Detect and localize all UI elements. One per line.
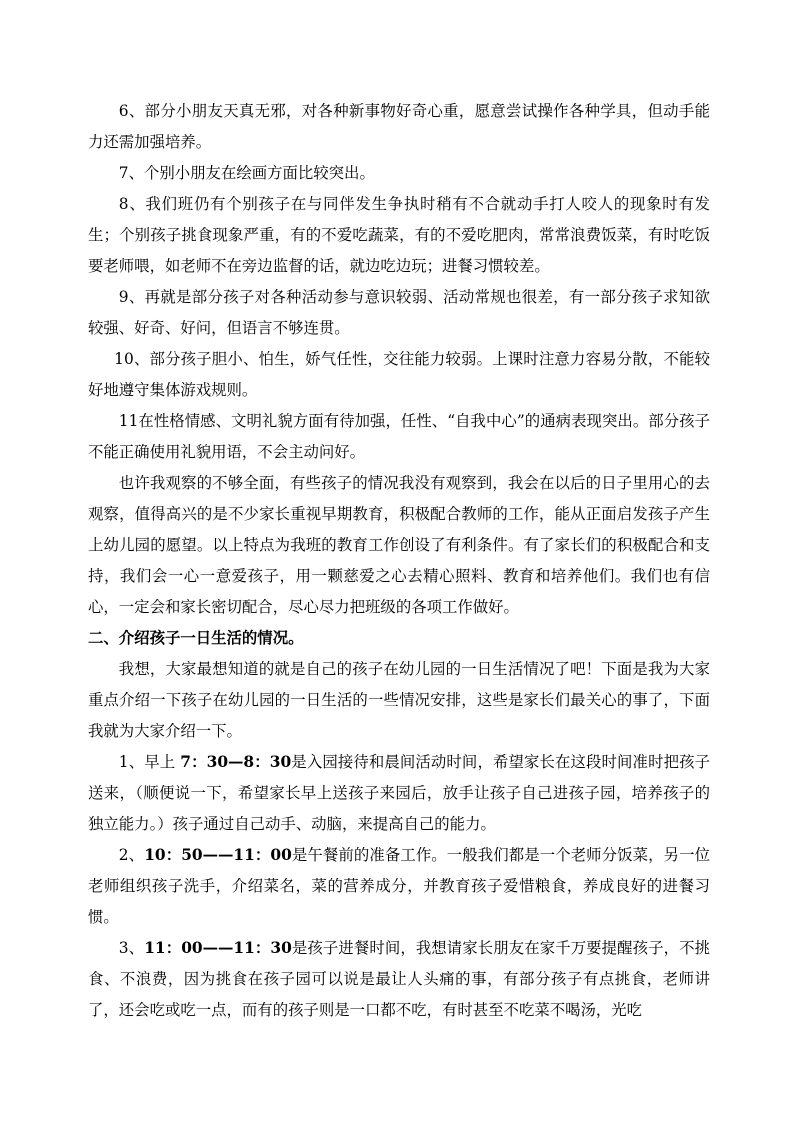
paragraph-observation-summary: 也许我观察的不够全面，有些孩子的情况我没有观察到，我会在以后的日子里用心的去观察，值得高兴的是不少家长重视早期教育，积极配合教师的工作，能从正面启发孩子产生上幼儿园的愿望。以上特点为我班的教育工作创设了有利条件。有了家长们的积极配合和支持，我们会一心一意爱孩子，用一颗慈爱之心去精心照料、教育和培养他们。我们也有信心，一定会和家长密切配合，尽心尽力把班级的各项工作做好。 [88,474,710,616]
schedule-item-1-text: 是入园接待和晨间活动时间，希望家长在这段时间准时把孩子送来，（顺便说一下，希望家长早上送孩子来园后，放手让孩子自己进孩子园，培养孩子的独立能力。）孩子通过自己动手、动脑，来提高自己的能力。 [88,753,710,833]
document-body [88,96,710,1026]
paragraph-schedule-item-1 [88,747,710,840]
paragraph-item-7: 7、个别小朋友在绘画方面比较突出。 [118,164,375,182]
schedule-item-2-prefix: 2、 [118,846,145,864]
schedule-item-2-text: 是午餐前的准备工作。一般我们都是一个老师分饭菜，另一位老师组织孩子洗手，介绍菜名，菜的营养成分，并教育孩子爱惜粮食，养成良好的进餐习惯。 [88,846,710,926]
schedule-item-2-time: 10：50——11：00 [144,846,292,864]
schedule-item-1-prefix: 1、早上 [118,753,181,771]
paragraph-item-11: 11在性格情感、文明礼貌方面有待加强，任性、“自我中心”的通病表现突出。部分孩子不能正确使用礼貌用语，不会主动问好。 [88,412,710,461]
section-heading: 二、介绍孩子一日生活的情况。 [88,629,304,647]
paragraph-schedule-item-3 [88,933,710,1026]
paragraph-item-10: 10、部分孩子胆小、怕生，娇气任性，交往能力较弱。上课时注意力容易分散，不能较好地遵守集体游戏规则。 [88,350,710,399]
schedule-item-3-text: 是孩子进餐时间，我想请家长朋友在家千万要提醒孩子，不挑食、不浪费，因为挑食在孩子园可以说是最让人头痛的事，有部分孩子有点挑食，老师讲了，还会吃或吃一点，而有的孩子则是一口都不吃，有时甚至不吃菜不喝汤，光吃 [88,939,710,1019]
paragraph-intro: 我想，大家最想知道的就是自己的孩子在幼儿园的一日生活情况了吧！下面是我为大家重点介绍一下孩子在幼儿园的一日生活的一些情况安排，这些是家长们最关心的事了，下面我就为大家介绍一下。 [88,660,710,740]
paragraph-item-9: 9、再就是部分孩子对各种活动参与意识较弱、活动常规也很差，有一部分孩子求知欲较强、好奇、好问，但语言不够连贯。 [88,288,710,337]
schedule-item-3-prefix: 3、 [118,939,145,957]
paragraph-schedule-item-2 [88,840,710,933]
paragraph-item-6: 6、部分小朋友天真无邪，对各种新事物好奇心重，愿意尝试操作各种学具，但动手能力还需加强培养。 [88,102,710,151]
schedule-item-3-time: 11：00——11：30 [144,939,292,957]
schedule-item-1-time: 7：30—8：30 [180,753,292,771]
paragraph-item-8: 8、我们班仍有个别孩子在与同伴发生争执时稍有不合就动手打人咬人的现象时有发生；个别孩子挑食现象严重，有的不爱吃蔬菜，有的不爱吃肥肉，常常浪费饭菜，有时吃饭要老师喂，如老师不在旁边监督的话，就边吃边玩；进餐习惯较差。 [88,195,710,275]
